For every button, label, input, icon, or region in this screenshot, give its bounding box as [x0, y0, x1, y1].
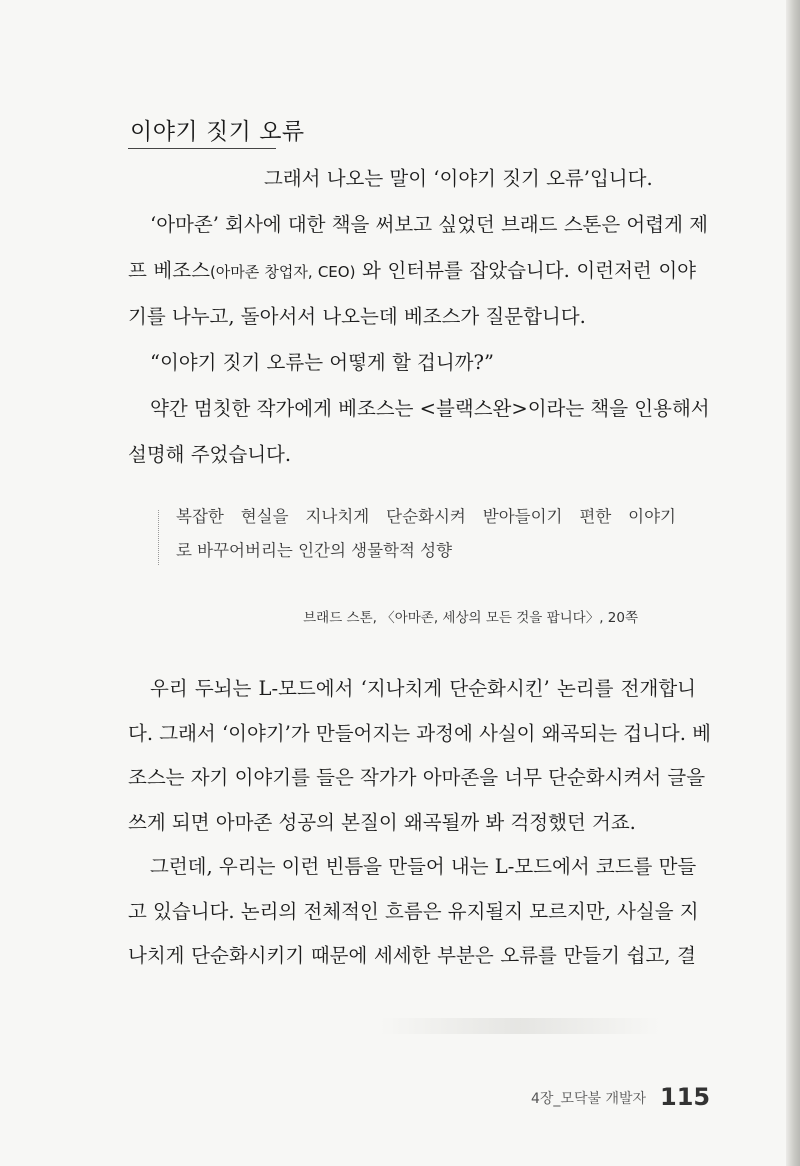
text-line: 쓰게 되면 아마존 성공의 본질이 왜곡될까 봐 걱정했던 거죠. [128, 810, 636, 834]
text-line [128, 248, 696, 294]
lmode-paragraph [128, 667, 711, 979]
section-heading: 이야기 짓기 오류 [130, 119, 305, 145]
text-line: 고 있습니다. 논리의 전체적인 흐름은 유지될지 모르지만, 사실을 지 [128, 899, 699, 923]
text-line: 기를 나누고, 돌아서서 나오는데 베조스가 질문합니다. [128, 305, 586, 328]
quote-bar [158, 510, 159, 565]
text-fragment: 프 베조스 [128, 259, 210, 282]
quote-source: 브래드 스톤, 〈아마존, 세상의 모든 것을 팝니다〉, 20쪽 [303, 610, 638, 626]
amazon-story-paragraph [128, 202, 710, 478]
text-line: ‘아마존’ 회사에 대한 책을 써보고 싶었던 브래드 스톤은 어렵게 제 [150, 213, 708, 236]
text-line: 약간 멈칫한 작가에게 베조스는 <블랙스완>이라는 책을 인용해서 [150, 397, 710, 420]
text-line: 설명해 주었습니다. [128, 443, 292, 466]
page-number: 115 [660, 1083, 711, 1111]
heading-underline [128, 148, 276, 149]
intro-line: 그래서 나오는 말이 ‘이야기 짓기 오류’입니다. [264, 167, 653, 190]
chapter-label: 4장_모닥불 개발자 [531, 1091, 647, 1107]
text-line: 그런데, 우리는 이런 빈틈을 만들어 내는 L-모드에서 코드를 만들 [150, 855, 697, 878]
page-edge-shadow [786, 0, 800, 1166]
block-quote [158, 500, 678, 568]
text-line: 우리 두뇌는 L-모드에서 ‘지나치게 단순화시킨’ 논리를 전개합니 [150, 677, 696, 700]
text-line: 다. 그래서 ‘이야기’가 만들어지는 과정에 사실이 왜곡되는 겁니다. 베 [128, 721, 711, 745]
show-through-text [380, 1018, 660, 1034]
intro-paragraph [128, 156, 696, 202]
quoted-question: “이야기 짓기 오류는 어떻게 할 겁니까?” [150, 351, 494, 374]
quote-line: 복잡한 현실을 지나치게 단순화시켜 받아들이기 편한 이야기 [176, 507, 676, 526]
text-line: 나치게 단순화시키기 때문에 세세한 부분은 오류를 만들기 쉽고, 결 [128, 944, 696, 967]
text-line: 조스는 자기 이야기를 들은 작가가 아마존을 너무 단순화시켜서 글을 [128, 766, 706, 789]
quote-line: 로 바꾸어버리는 인간의 생물학적 성향 [176, 541, 453, 560]
parenthetical-note: (아마존 창업자, CEO) [209, 263, 356, 281]
text-fragment: 와 인터뷰를 잡았습니다. 이런저런 이야 [362, 259, 697, 282]
